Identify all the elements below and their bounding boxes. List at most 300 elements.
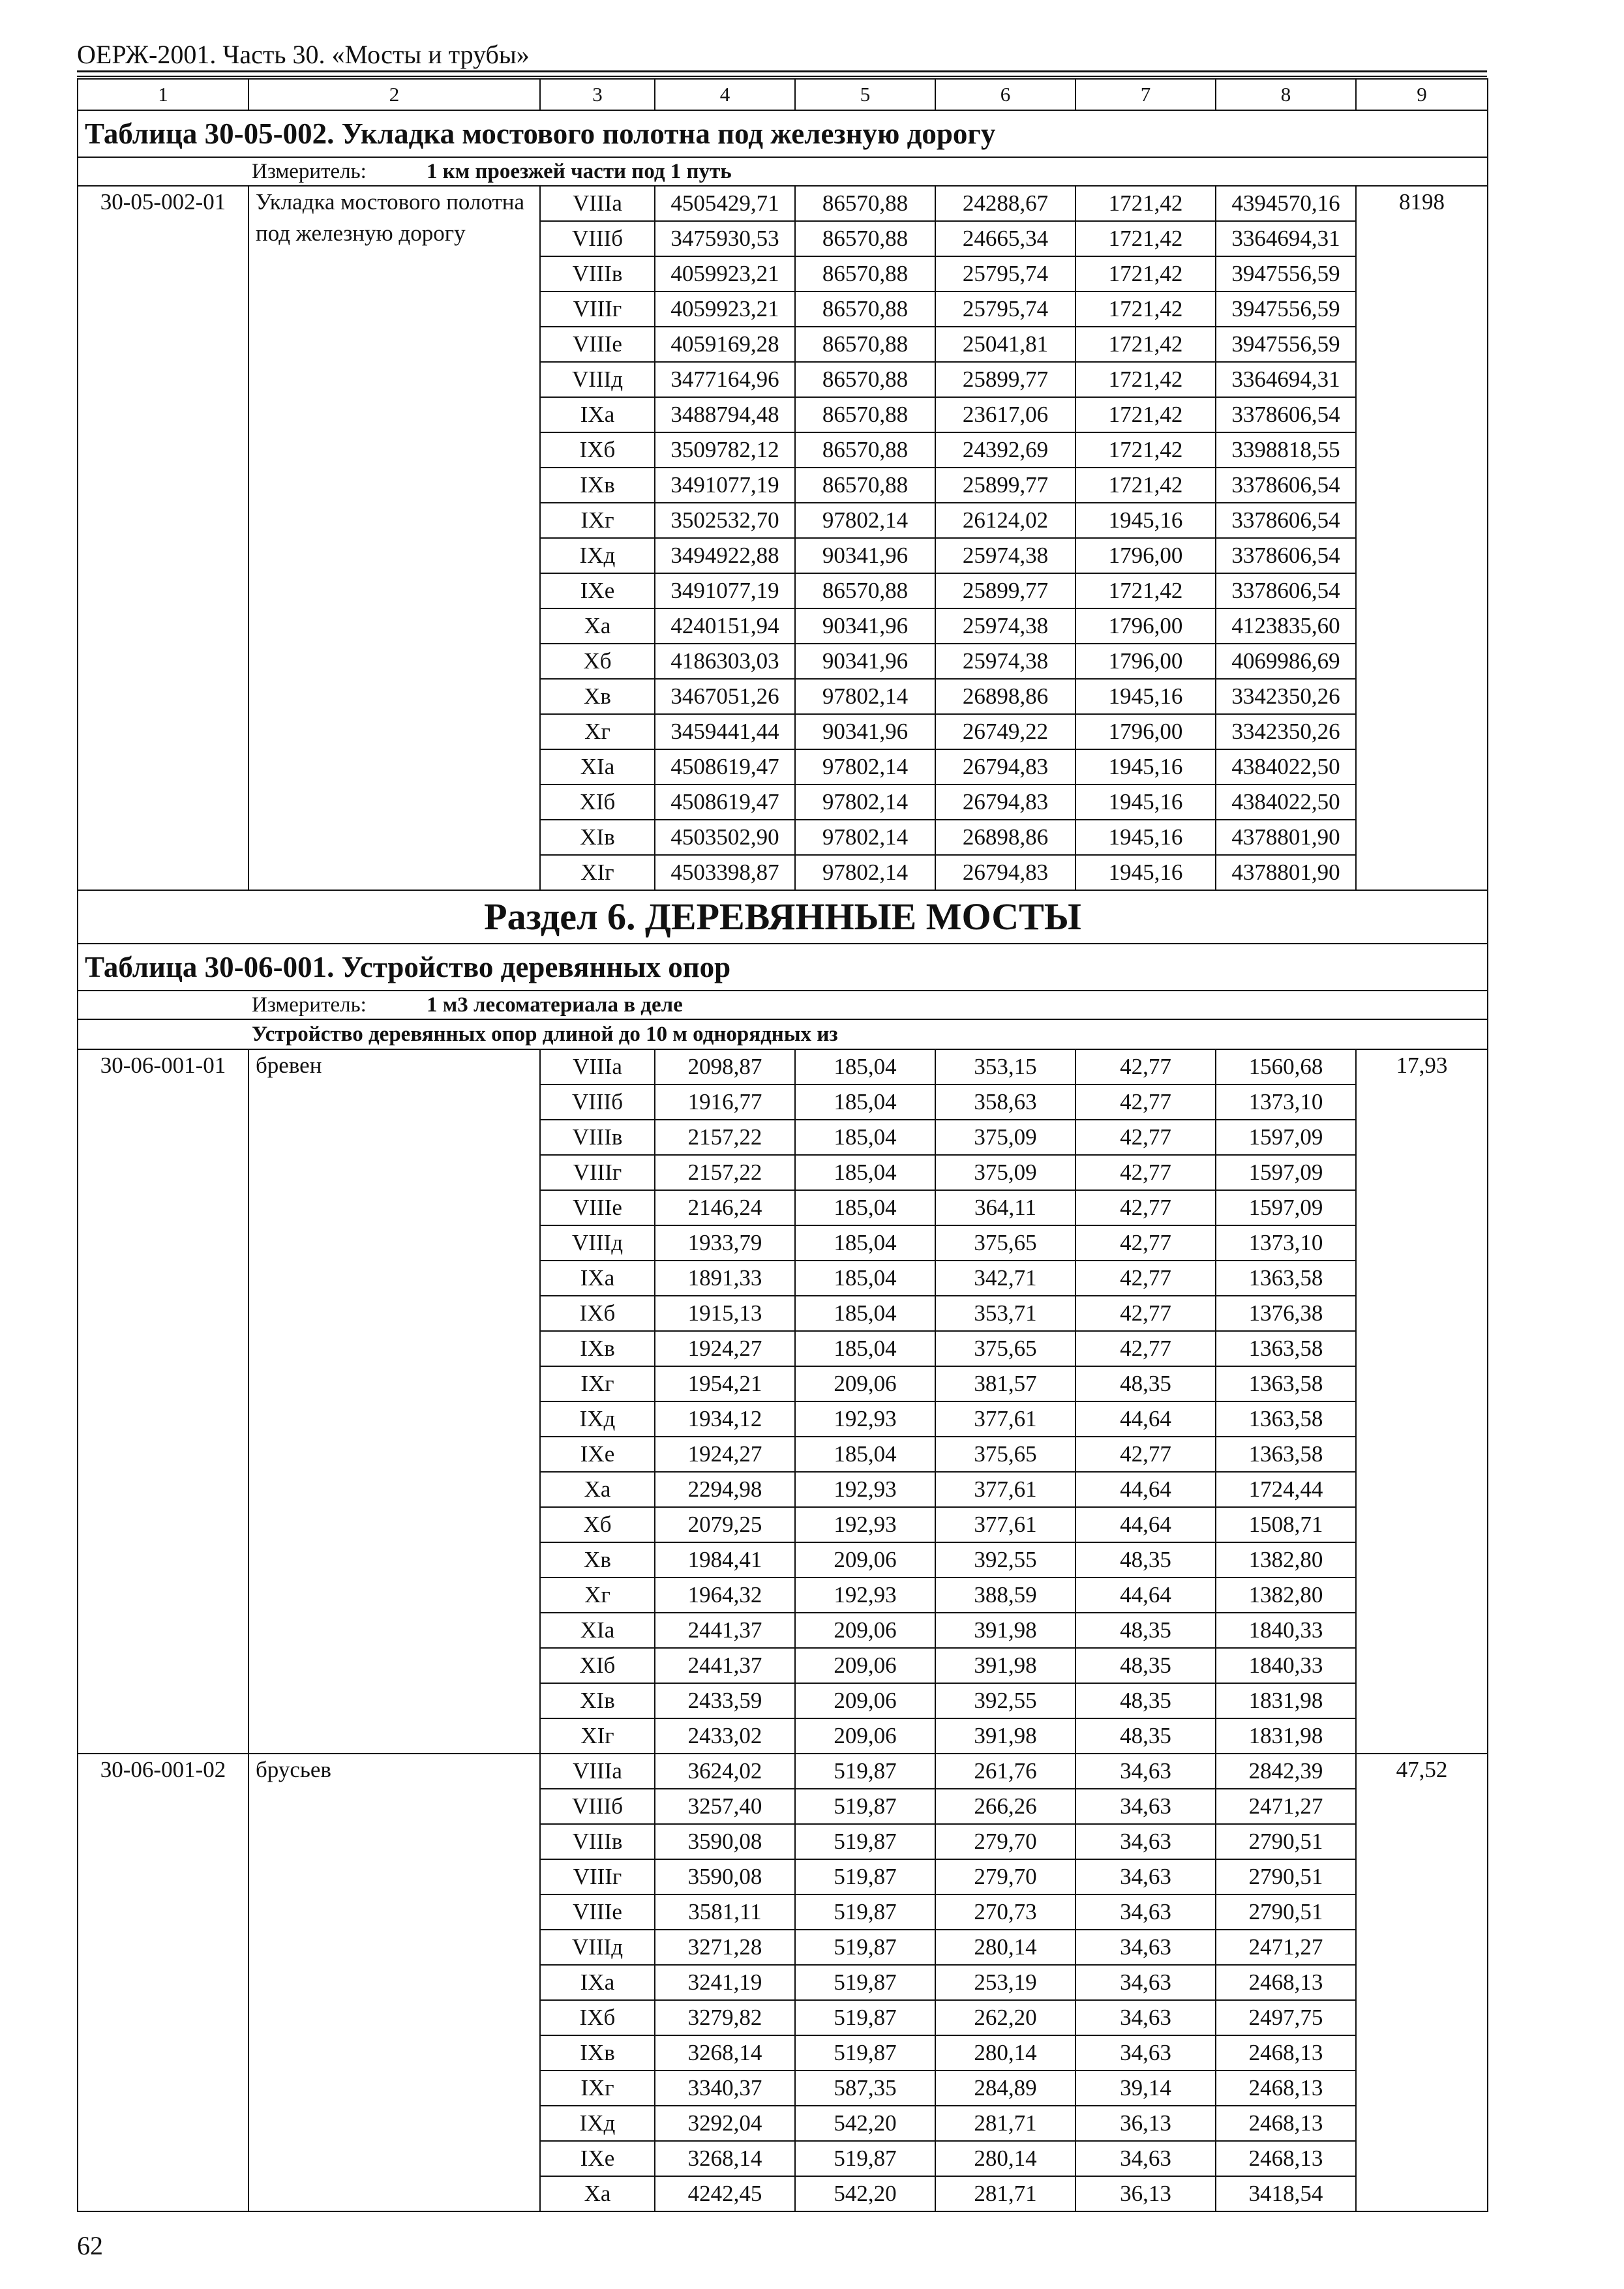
class-cell: VIIIг (540, 1859, 655, 1894)
value-cell: 519,87 (795, 2035, 935, 2071)
value-cell: 34,63 (1075, 1859, 1216, 1894)
value-cell: 209,06 (795, 1718, 935, 1754)
class-cell: Xв (540, 679, 655, 714)
value-cell: 2471,27 (1216, 1930, 1356, 1965)
value-cell: 1721,42 (1075, 292, 1216, 327)
value-cell: 185,04 (795, 1225, 935, 1261)
class-cell: XIг (540, 1718, 655, 1754)
value-cell: 3378606,54 (1216, 397, 1356, 432)
value-cell: 519,87 (795, 1789, 935, 1824)
value-cell: 1724,44 (1216, 1472, 1356, 1507)
value-cell: 4508619,47 (655, 785, 795, 820)
value-cell: 3475930,53 (655, 221, 795, 256)
value-cell: 192,93 (795, 1507, 935, 1542)
value-cell: 86570,88 (795, 327, 935, 362)
value-cell: 1945,16 (1075, 503, 1216, 538)
class-cell: VIIIб (540, 1789, 655, 1824)
value-cell: 42,77 (1075, 1049, 1216, 1085)
value-cell: 1508,71 (1216, 1507, 1356, 1542)
column-number: 3 (540, 79, 655, 110)
column-number: 2 (248, 79, 540, 110)
value-cell: 48,35 (1075, 1366, 1216, 1401)
class-cell: VIIIе (540, 327, 655, 362)
value-cell: 24665,34 (935, 221, 1075, 256)
value-cell: 185,04 (795, 1155, 935, 1190)
value-cell: 185,04 (795, 1085, 935, 1120)
class-cell: IXд (540, 2106, 655, 2141)
value-cell: 542,20 (795, 2176, 935, 2211)
class-cell: Xа (540, 2176, 655, 2211)
value-cell: 34,63 (1075, 2000, 1216, 2035)
value-cell: 377,61 (935, 1401, 1075, 1437)
value-cell: 42,77 (1075, 1225, 1216, 1261)
value-cell: 375,09 (935, 1120, 1075, 1155)
subheading-row (78, 1019, 1488, 1049)
measurement-label: Измеритель: (252, 993, 367, 1017)
value-cell: 34,63 (1075, 1824, 1216, 1859)
value-cell: 48,35 (1075, 1542, 1216, 1578)
value-cell: 42,77 (1075, 1296, 1216, 1331)
value-cell: 23617,06 (935, 397, 1075, 432)
class-cell: IXв (540, 1331, 655, 1366)
value-cell: 4242,45 (655, 2176, 795, 2211)
value-cell: 353,15 (935, 1049, 1075, 1085)
value-cell: 185,04 (795, 1049, 935, 1085)
value-cell: 36,13 (1075, 2176, 1216, 2211)
class-cell: VIIIа (540, 186, 655, 221)
value-cell: 86570,88 (795, 186, 935, 221)
value-cell: 97802,14 (795, 503, 935, 538)
header-divider (77, 70, 1487, 72)
class-cell: IXд (540, 1401, 655, 1437)
value-cell: 392,55 (935, 1683, 1075, 1718)
class-cell: XIа (540, 749, 655, 785)
value-cell: 25974,38 (935, 644, 1075, 679)
value-cell: 86570,88 (795, 468, 935, 503)
value-cell: 262,20 (935, 2000, 1075, 2035)
class-cell: IXв (540, 468, 655, 503)
value-cell: 1954,21 (655, 1366, 795, 1401)
class-cell: XIб (540, 1648, 655, 1683)
value-cell: 86570,88 (795, 573, 935, 608)
value-cell: 2146,24 (655, 1190, 795, 1225)
value-cell: 25899,77 (935, 468, 1075, 503)
value-cell: 4240151,94 (655, 608, 795, 644)
value-cell: 48,35 (1075, 1718, 1216, 1754)
value-cell: 4378801,90 (1216, 855, 1356, 890)
table-row (78, 1049, 1488, 1085)
value-cell: 2468,13 (1216, 2106, 1356, 2141)
value-cell: 3581,11 (655, 1894, 795, 1930)
value-cell: 4123835,60 (1216, 608, 1356, 644)
value-cell: 1840,33 (1216, 1648, 1356, 1683)
value-cell: 1597,09 (1216, 1120, 1356, 1155)
item-name: бревен (248, 1049, 540, 1754)
value-cell: 42,77 (1075, 1261, 1216, 1296)
class-cell: VIIIд (540, 1930, 655, 1965)
class-cell: Xб (540, 644, 655, 679)
value-cell: 86570,88 (795, 397, 935, 432)
value-cell: 90341,96 (795, 608, 935, 644)
value-cell: 34,63 (1075, 2141, 1216, 2176)
value-cell: 42,77 (1075, 1331, 1216, 1366)
value-cell: 3590,08 (655, 1824, 795, 1859)
value-cell: 185,04 (795, 1331, 935, 1366)
value-cell: 3491077,19 (655, 468, 795, 503)
measurement-cell (78, 157, 1488, 186)
value-cell: 209,06 (795, 1542, 935, 1578)
value-cell: 90341,96 (795, 538, 935, 573)
value-cell: 3477164,96 (655, 362, 795, 397)
value-cell: 25899,77 (935, 362, 1075, 397)
value-cell: 1363,58 (1216, 1331, 1356, 1366)
value-cell: 1560,68 (1216, 1049, 1356, 1085)
value-cell: 192,93 (795, 1401, 935, 1437)
value-cell: 86570,88 (795, 432, 935, 468)
value-cell: 24392,69 (935, 432, 1075, 468)
value-cell: 3488794,48 (655, 397, 795, 432)
value-cell: 1945,16 (1075, 855, 1216, 890)
class-cell: IXа (540, 1261, 655, 1296)
page-header: ОЕРЖ-2001. Часть 30. «Мосты и трубы» (77, 40, 530, 69)
value-cell: 3509782,12 (655, 432, 795, 468)
value-cell: 1721,42 (1075, 468, 1216, 503)
value-cell: 3241,19 (655, 1965, 795, 2000)
value-cell: 4384022,50 (1216, 749, 1356, 785)
value-cell: 392,55 (935, 1542, 1075, 1578)
value-cell: 4394570,16 (1216, 186, 1356, 221)
value-cell: 25795,74 (935, 292, 1075, 327)
value-cell: 26898,86 (935, 679, 1075, 714)
value-cell: 1964,32 (655, 1578, 795, 1613)
class-cell: VIIIд (540, 1225, 655, 1261)
value-cell: 391,98 (935, 1648, 1075, 1683)
value-cell: 86570,88 (795, 362, 935, 397)
measurement-row (78, 991, 1488, 1019)
value-cell: 3342350,26 (1216, 679, 1356, 714)
value-cell: 2433,59 (655, 1683, 795, 1718)
value-cell: 192,93 (795, 1472, 935, 1507)
value-cell: 587,35 (795, 2071, 935, 2106)
class-cell: VIIIв (540, 1120, 655, 1155)
class-cell: VIIIд (540, 362, 655, 397)
class-cell: Xг (540, 1578, 655, 1613)
value-cell: 2079,25 (655, 1507, 795, 1542)
value-cell: 519,87 (795, 1930, 935, 1965)
column-number: 4 (655, 79, 795, 110)
value-cell: 86570,88 (795, 292, 935, 327)
class-cell: VIIIб (540, 221, 655, 256)
subheading-text: Устройство деревянных опор длиной до 10 м однорядных из (252, 1023, 838, 1046)
value-cell: 3491077,19 (655, 573, 795, 608)
class-cell: XIг (540, 855, 655, 890)
value-cell: 375,65 (935, 1437, 1075, 1472)
value-cell: 42,77 (1075, 1437, 1216, 1472)
value-cell: 2157,22 (655, 1120, 795, 1155)
value-cell: 34,63 (1075, 1965, 1216, 2000)
value-cell: 281,71 (935, 2106, 1075, 2141)
table-title-row (78, 944, 1488, 991)
value-cell: 1945,16 (1075, 820, 1216, 855)
column-number: 5 (795, 79, 935, 110)
value-cell: 3340,37 (655, 2071, 795, 2106)
measurement-label: Измеритель: (252, 160, 367, 183)
value-cell: 377,61 (935, 1507, 1075, 1542)
value-cell: 26794,83 (935, 749, 1075, 785)
value-cell: 1721,42 (1075, 256, 1216, 292)
value-cell: 36,13 (1075, 2106, 1216, 2141)
value-cell: 1945,16 (1075, 749, 1216, 785)
value-cell: 2441,37 (655, 1613, 795, 1648)
value-cell: 44,64 (1075, 1472, 1216, 1507)
value-cell: 377,61 (935, 1472, 1075, 1507)
value-cell: 185,04 (795, 1437, 935, 1472)
value-cell: 391,98 (935, 1613, 1075, 1648)
measurement-cell (78, 991, 1488, 1019)
measurement-value: 1 м3 лесоматериала в деле (427, 993, 683, 1017)
value-cell: 1796,00 (1075, 644, 1216, 679)
value-cell: 2441,37 (655, 1648, 795, 1683)
value-cell: 364,11 (935, 1190, 1075, 1225)
class-cell: Xв (540, 1542, 655, 1578)
class-cell: Xб (540, 1507, 655, 1542)
value-cell: 25041,81 (935, 327, 1075, 362)
value-cell: 542,20 (795, 2106, 935, 2141)
value-cell: 3624,02 (655, 1754, 795, 1789)
value-cell: 209,06 (795, 1648, 935, 1683)
value-cell: 25795,74 (935, 256, 1075, 292)
class-cell: VIIIг (540, 292, 655, 327)
value-cell: 97802,14 (795, 855, 935, 890)
table-title: Таблица 30-05-002. Укладка мостового полотна под железную дорогу (78, 110, 1488, 157)
value-cell: 26124,02 (935, 503, 1075, 538)
price-table-body (78, 79, 1488, 2211)
value-cell: 1796,00 (1075, 538, 1216, 573)
value-cell: 4059169,28 (655, 327, 795, 362)
class-cell: VIIIа (540, 1754, 655, 1789)
value-cell: 3257,40 (655, 1789, 795, 1824)
value-cell: 39,14 (1075, 2071, 1216, 2106)
value-cell: 3459441,44 (655, 714, 795, 749)
value-cell: 375,09 (935, 1155, 1075, 1190)
value-cell: 97802,14 (795, 749, 935, 785)
column-number: 7 (1075, 79, 1216, 110)
class-cell: IXг (540, 503, 655, 538)
value-cell: 3947556,59 (1216, 292, 1356, 327)
value-cell: 209,06 (795, 1366, 935, 1401)
value-cell: 1796,00 (1075, 608, 1216, 644)
value-cell: 1382,80 (1216, 1578, 1356, 1613)
value-cell: 1831,98 (1216, 1718, 1356, 1754)
value-cell: 90341,96 (795, 714, 935, 749)
value-cell: 2468,13 (1216, 2035, 1356, 2071)
value-cell: 1363,58 (1216, 1437, 1356, 1472)
value-cell: 3378606,54 (1216, 538, 1356, 573)
value-cell: 2468,13 (1216, 1965, 1356, 2000)
value-cell: 2842,39 (1216, 1754, 1356, 1789)
class-cell: VIIIб (540, 1085, 655, 1120)
value-cell: 48,35 (1075, 1648, 1216, 1683)
value-cell: 86570,88 (795, 256, 935, 292)
item-name: брусьев (248, 1754, 540, 2211)
item-col9: 17,93 (1356, 1049, 1488, 1754)
value-cell: 97802,14 (795, 679, 935, 714)
value-cell: 34,63 (1075, 2035, 1216, 2071)
value-cell: 34,63 (1075, 1789, 1216, 1824)
class-cell: Xа (540, 1472, 655, 1507)
value-cell: 2098,87 (655, 1049, 795, 1085)
value-cell: 4378801,90 (1216, 820, 1356, 855)
value-cell: 1796,00 (1075, 714, 1216, 749)
class-cell: XIб (540, 785, 655, 820)
value-cell: 2790,51 (1216, 1859, 1356, 1894)
value-cell: 1924,27 (655, 1331, 795, 1366)
value-cell: 34,63 (1075, 1930, 1216, 1965)
value-cell: 42,77 (1075, 1190, 1216, 1225)
value-cell: 4503398,87 (655, 855, 795, 890)
value-cell: 1840,33 (1216, 1613, 1356, 1648)
value-cell: 1382,80 (1216, 1542, 1356, 1578)
value-cell: 1363,58 (1216, 1366, 1356, 1401)
class-cell: IXе (540, 2141, 655, 2176)
value-cell: 42,77 (1075, 1085, 1216, 1120)
value-cell: 280,14 (935, 2035, 1075, 2071)
value-cell: 1721,42 (1075, 432, 1216, 468)
value-cell: 261,76 (935, 1754, 1075, 1789)
value-cell: 1945,16 (1075, 785, 1216, 820)
value-cell: 391,98 (935, 1718, 1075, 1754)
value-cell: 3364694,31 (1216, 221, 1356, 256)
section-title: Раздел 6. ДЕРЕВЯННЫЕ МОСТЫ (78, 890, 1488, 944)
value-cell: 86570,88 (795, 221, 935, 256)
class-cell: XIа (540, 1613, 655, 1648)
value-cell: 519,87 (795, 1894, 935, 1930)
value-cell: 4508619,47 (655, 749, 795, 785)
value-cell: 1373,10 (1216, 1225, 1356, 1261)
class-cell: VIIIе (540, 1190, 655, 1225)
value-cell: 44,64 (1075, 1578, 1216, 1613)
column-number-row (78, 79, 1488, 110)
value-cell: 3271,28 (655, 1930, 795, 1965)
item-code: 30-06-001-02 (78, 1754, 248, 2211)
value-cell: 270,73 (935, 1894, 1075, 1930)
value-cell: 519,87 (795, 1965, 935, 2000)
value-cell: 1945,16 (1075, 679, 1216, 714)
value-cell: 519,87 (795, 2141, 935, 2176)
value-cell: 48,35 (1075, 1683, 1216, 1718)
value-cell: 1916,77 (655, 1085, 795, 1120)
value-cell: 4186303,03 (655, 644, 795, 679)
value-cell: 34,63 (1075, 1894, 1216, 1930)
value-cell: 519,87 (795, 2000, 935, 2035)
value-cell: 2790,51 (1216, 1894, 1356, 1930)
value-cell: 519,87 (795, 1859, 935, 1894)
value-cell: 34,63 (1075, 1754, 1216, 1789)
value-cell: 3378606,54 (1216, 468, 1356, 503)
measurement-row (78, 157, 1488, 186)
value-cell: 1721,42 (1075, 397, 1216, 432)
value-cell: 2157,22 (655, 1155, 795, 1190)
value-cell: 2497,75 (1216, 2000, 1356, 2035)
value-cell: 26749,22 (935, 714, 1075, 749)
value-cell: 1721,42 (1075, 362, 1216, 397)
value-cell: 381,57 (935, 1366, 1075, 1401)
value-cell: 4069986,69 (1216, 644, 1356, 679)
class-cell: IXг (540, 1366, 655, 1401)
column-number: 1 (78, 79, 248, 110)
value-cell: 97802,14 (795, 820, 935, 855)
value-cell: 3398818,55 (1216, 432, 1356, 468)
value-cell: 3467051,26 (655, 679, 795, 714)
class-cell: IXе (540, 573, 655, 608)
value-cell: 25899,77 (935, 573, 1075, 608)
value-cell: 1831,98 (1216, 1683, 1356, 1718)
value-cell: 284,89 (935, 2071, 1075, 2106)
value-cell: 2790,51 (1216, 1824, 1356, 1859)
value-cell: 3378606,54 (1216, 503, 1356, 538)
column-number: 6 (935, 79, 1075, 110)
value-cell: 519,87 (795, 1754, 935, 1789)
value-cell: 209,06 (795, 1613, 935, 1648)
table-row (78, 1754, 1488, 1789)
value-cell: 1915,13 (655, 1296, 795, 1331)
value-cell: 280,14 (935, 2141, 1075, 2176)
value-cell: 1891,33 (655, 1261, 795, 1296)
item-code: 30-06-001-01 (78, 1049, 248, 1754)
class-cell: IXб (540, 1296, 655, 1331)
value-cell: 1924,27 (655, 1437, 795, 1472)
value-cell: 209,06 (795, 1683, 935, 1718)
class-cell: VIIIг (540, 1155, 655, 1190)
value-cell: 4384022,50 (1216, 785, 1356, 820)
value-cell: 1597,09 (1216, 1155, 1356, 1190)
value-cell: 3378606,54 (1216, 573, 1356, 608)
value-cell: 3418,54 (1216, 2176, 1356, 2211)
class-cell: Xг (540, 714, 655, 749)
item-name: Укладка мостового полотна под железную дорогу (248, 186, 540, 890)
value-cell: 4503502,90 (655, 820, 795, 855)
class-cell: IXг (540, 2071, 655, 2106)
value-cell: 3947556,59 (1216, 327, 1356, 362)
value-cell: 185,04 (795, 1261, 935, 1296)
table-title-row (78, 110, 1488, 157)
value-cell: 3342350,26 (1216, 714, 1356, 749)
value-cell: 97802,14 (795, 785, 935, 820)
value-cell: 1373,10 (1216, 1085, 1356, 1120)
header-divider-secondary (77, 76, 1487, 77)
class-cell: VIIIе (540, 1894, 655, 1930)
class-cell: IXб (540, 432, 655, 468)
item-col9: 47,52 (1356, 1754, 1488, 2211)
value-cell: 26794,83 (935, 785, 1075, 820)
value-cell: 3494922,88 (655, 538, 795, 573)
value-cell: 388,59 (935, 1578, 1075, 1613)
value-cell: 279,70 (935, 1824, 1075, 1859)
class-cell: IXв (540, 2035, 655, 2071)
value-cell: 353,71 (935, 1296, 1075, 1331)
value-cell: 26898,86 (935, 820, 1075, 855)
value-cell: 1721,42 (1075, 573, 1216, 608)
price-table (77, 78, 1488, 2212)
value-cell: 3292,04 (655, 2106, 795, 2141)
value-cell: 3502532,70 (655, 503, 795, 538)
value-cell: 358,63 (935, 1085, 1075, 1120)
value-cell: 375,65 (935, 1331, 1075, 1366)
value-cell: 2433,02 (655, 1718, 795, 1754)
value-cell: 1363,58 (1216, 1261, 1356, 1296)
class-cell: XIв (540, 820, 655, 855)
value-cell: 280,14 (935, 1930, 1075, 1965)
